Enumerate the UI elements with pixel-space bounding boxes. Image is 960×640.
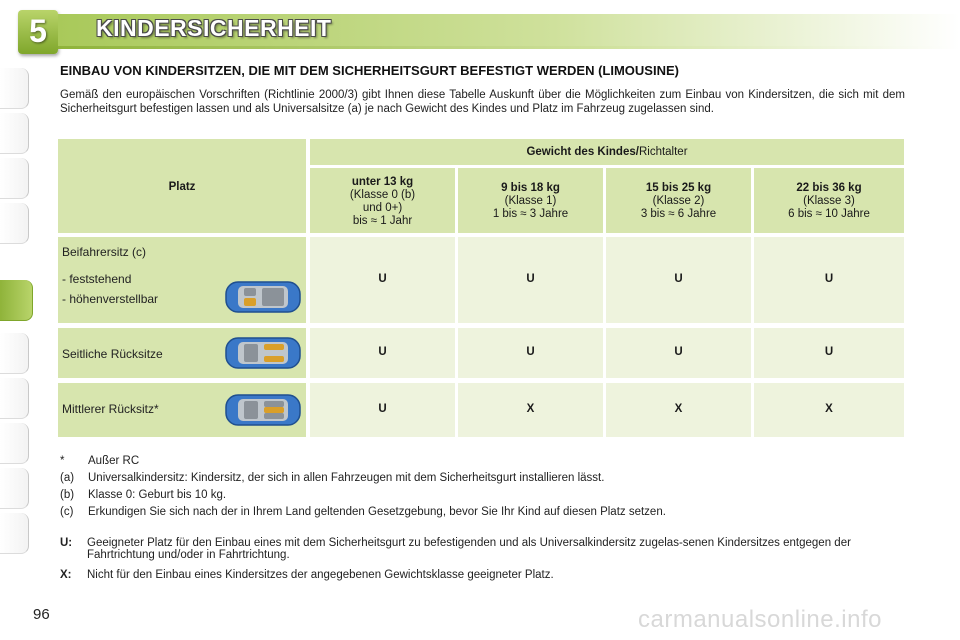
chapter-title: KINDERSICHERHEIT [96,15,332,41]
legend-text: Geeigneter Platz für den Einbau eines mit dem Sicherheitsgurt zu befestigenden und als Universalkindersitz zugelas-senen Kindersitzes entgegen der Fahrtrichtung und/oder in Fahrtrichtung. [87,537,851,561]
watermark: carmanualsonline.info [638,606,882,633]
footnote-text: Universalkindersitz: Kindersitz, der sich in allen Fahrzeugen mit dem Sicherheitsgurt installieren lässt. [88,472,605,484]
footnote [60,489,226,501]
footnote-text: Außer RC [88,455,140,467]
column-class: (Klasse 0 (b) [349,189,416,201]
weight-header [310,146,904,159]
side-tab[interactable] [0,203,29,244]
side-tab[interactable] [0,68,29,109]
legend-key: U: [60,537,73,549]
column-age: bis ≈ 1 Jahr [352,215,413,227]
chapter-side-tabs [0,68,30,568]
car-middle-rear-seat-icon [224,392,302,428]
car-front-seat-icon [224,279,302,315]
column-age: 6 bis ≈ 10 Jahre [788,208,870,220]
intro-paragraph: Gemäß den europäischen Vorschriften (Richtlinie 2000/3) gibt Ihnen diese Tabelle Auskunft über die Möglichkeiten zum Einbau von Kindersitzen, die sich mit dem Sicherheitsgurt befestigen lassen und als Universalsitze (a) je nach Gewicht des Kindes und Platz im Fahrzeug zugelassen sind. [60,89,905,115]
footnote [60,472,604,484]
value-mark: U [378,403,387,415]
column-age: 3 bis ≈ 6 Jahre [640,208,717,220]
side-tab[interactable] [0,513,29,554]
side-tab-active[interactable] [0,280,33,321]
row-label: Mittlerer Rücksitz* [62,402,159,416]
legend-key: X: [60,569,72,581]
weight-header-cell [310,139,904,165]
value-mark: U [378,346,387,358]
value-cell [606,383,751,437]
page-number: 96 [33,606,50,623]
value-cell [754,383,904,437]
legend-entry [60,569,920,585]
value-cell [458,328,603,378]
value-cell [606,237,751,323]
value-cell [310,328,455,378]
side-tab[interactable] [0,333,29,374]
side-tab[interactable] [0,468,29,509]
column-weight: unter 13 kg [351,176,414,188]
footnote-text: Erkundigen Sie sich nach der in Ihrem Land geltenden Gesetzgebung, bevor Sie Ihr Kind auf diesen Platz setzen. [88,506,666,518]
row-label: Seitliche Rücksitze [62,347,163,361]
value-mark: U [674,346,683,358]
value-cell [606,328,751,378]
footnote-key: * [60,455,65,467]
footnote [60,506,666,518]
place-header-cell [58,139,306,233]
row-label-cell [58,383,306,437]
footnote-key: (a) [60,472,75,484]
weight-header-normal: Richtalter [638,146,688,158]
value-mark: U [378,273,387,285]
car-side-rear-seat-icon [224,335,302,371]
value-mark: X [674,403,683,415]
value-cell [310,237,455,323]
value-mark: X [825,403,833,415]
section-title: EINBAU VON KINDERSITZEN, DIE MIT DEM SICHERHEITSGURT BEFESTIGT WERDEN (LIMOUSINE) [60,63,679,78]
value-mark: U [674,273,683,285]
value-cell [754,328,904,378]
header-divider [58,46,960,49]
column-class: (Klasse 2) [652,195,705,207]
column-header [458,168,603,233]
column-header [606,168,751,233]
value-cell [754,237,904,323]
column-class-extra: und 0+) [362,202,403,214]
value-cell [458,237,603,323]
side-tab[interactable] [0,423,29,464]
column-class: (Klasse 3) [803,195,855,207]
row-label-cell [58,328,306,378]
row-sublabel: - höhenverstellbar [62,292,159,306]
legend-text: Nicht für den Einbau eines Kindersitzes der angegebenen Gewichtsklasse geeigneter Platz. [87,569,554,581]
child-seat-table [58,139,904,437]
row-label: Beifahrersitz (c) [62,245,147,259]
footnote [60,455,139,467]
row-label-cell [58,237,306,323]
legend-entry [60,537,920,567]
place-header: Platz [168,181,196,193]
value-mark: U [824,273,834,285]
side-tab[interactable] [0,113,29,154]
chapter-number-badge [18,10,58,54]
column-header [310,168,455,233]
footnote-key: (b) [60,489,75,501]
value-mark: U [526,273,535,285]
column-weight: 9 bis 18 kg [501,182,560,194]
side-tab[interactable] [0,378,29,419]
column-age: 1 bis ≈ 3 Jahre [492,208,569,220]
value-cell [458,383,603,437]
weight-header-bold: Gewicht des Kindes/ [526,146,639,158]
value-cell [310,383,455,437]
column-header [754,168,904,233]
column-class: (Klasse 1) [504,195,557,207]
column-weight: 22 bis 36 kg [796,182,862,194]
footnote-key: (c) [60,506,74,518]
value-mark: U [526,346,535,358]
column-weight: 15 bis 25 kg [645,182,712,194]
row-sublabel: - feststehend [62,272,132,286]
footnote-text: Klasse 0: Geburt bis 10 kg. [88,489,227,501]
chapter-number: 5 [29,13,47,49]
side-tab[interactable] [0,158,29,199]
value-mark: X [526,403,535,415]
value-mark: U [824,346,834,358]
